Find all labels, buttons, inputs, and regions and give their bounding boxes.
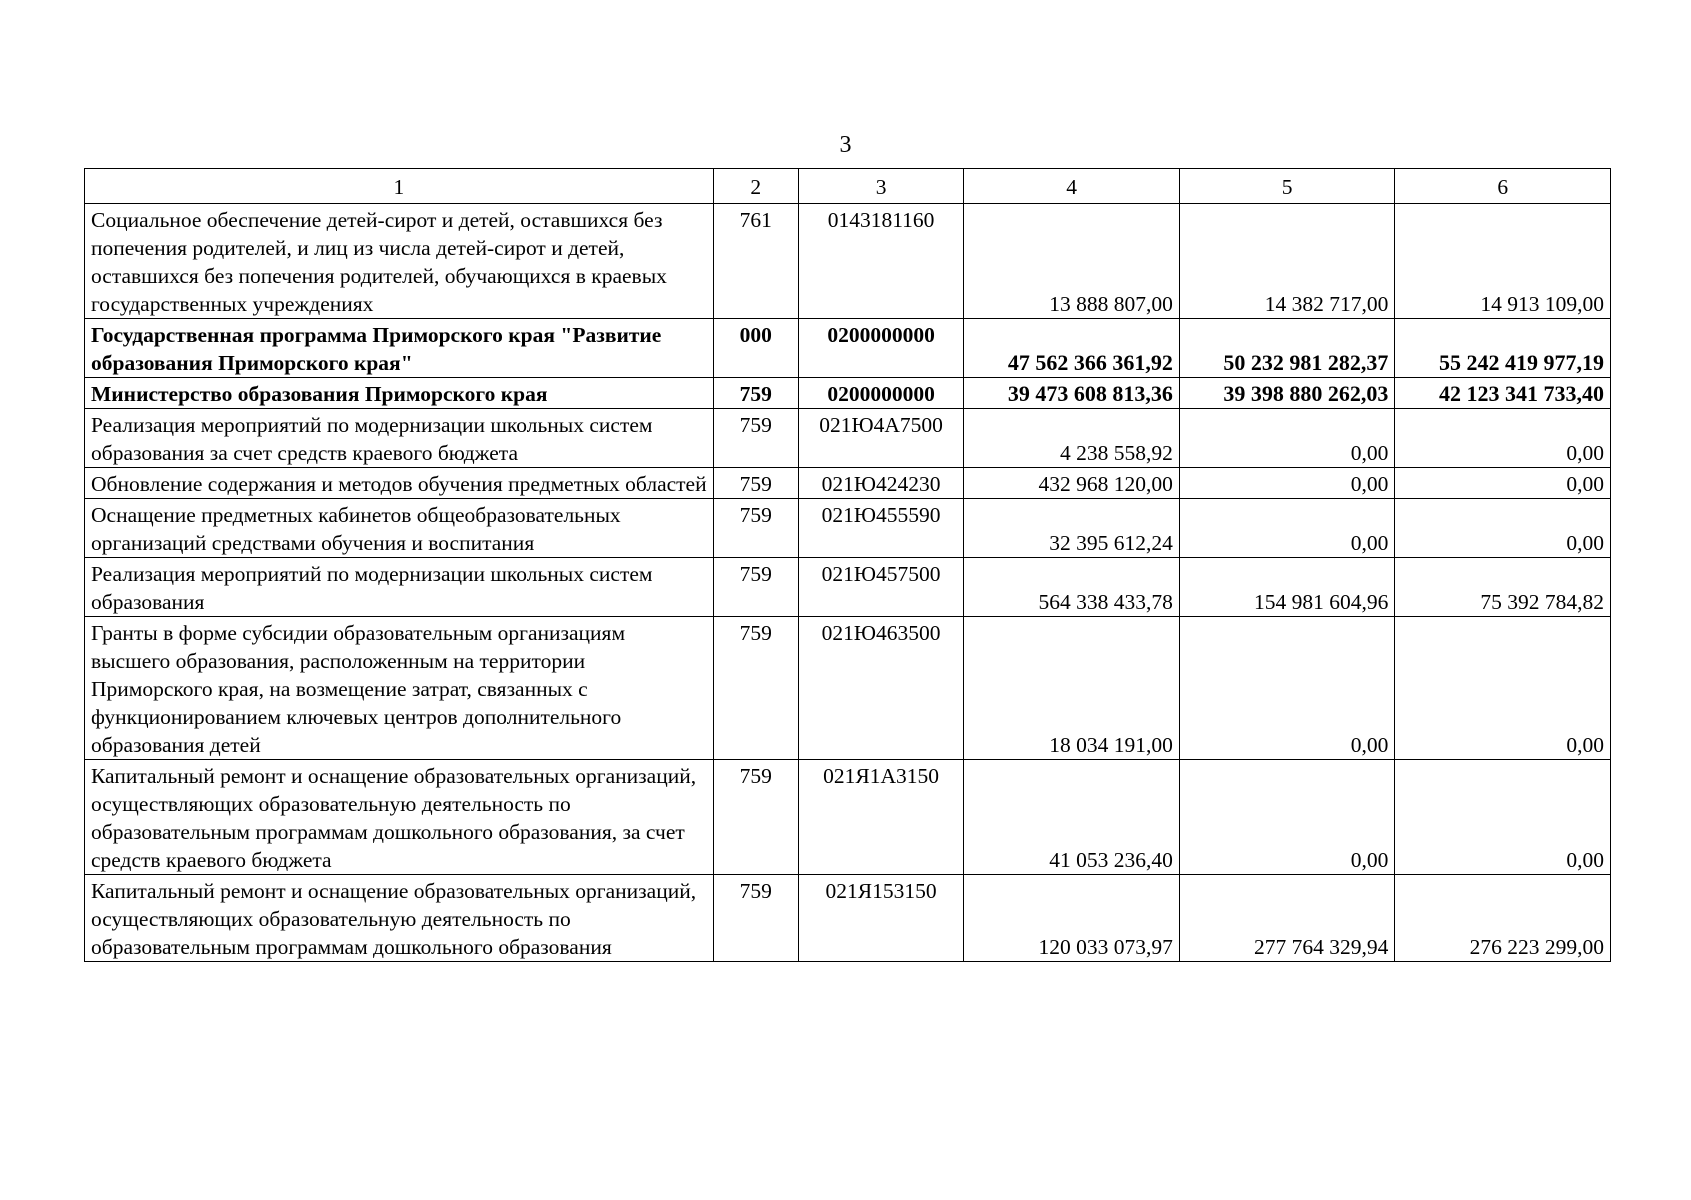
ministry-code: 761 [713,204,798,319]
amount-year-2: 50 232 981 282,37 [1179,319,1395,378]
table-row [85,875,1611,962]
table-row [85,378,1611,409]
ministry-code: 759 [713,760,798,875]
ministry-code: 759 [713,378,798,409]
ministry-code: 759 [713,468,798,499]
ministry-code: 759 [713,409,798,468]
expenditure-name: Оснащение предметных кабинетов общеобразовательных организаций средствами обучения и воспитания [85,499,714,558]
amount-year-2: 0,00 [1179,409,1395,468]
amount-year-1: 39 473 608 813,36 [964,378,1180,409]
amount-year-2: 277 764 329,94 [1179,875,1395,962]
amount-year-1: 47 562 366 361,92 [964,319,1180,378]
amount-year-2: 154 981 604,96 [1179,558,1395,617]
amount-year-2: 0,00 [1179,617,1395,760]
amount-year-2: 14 382 717,00 [1179,204,1395,319]
amount-year-3: 276 223 299,00 [1395,875,1611,962]
expenditure-name: Капитальный ремонт и оснащение образовательных организаций, осуществляющих образовательную деятельность по образовательным программам дошкольного образования, за счет средств краевого бюджета [85,760,714,875]
column-number-row [85,169,1611,204]
expenditure-name: Социальное обеспечение детей-сирот и детей, оставшихся без попечения родителей, и лиц из числа детей-сирот и детей, оставшихся без попечения родителей, обучающихся в краевых государственных учреждениях [85,204,714,319]
amount-year-3: 0,00 [1395,760,1611,875]
expenditure-name: Государственная программа Приморского края "Развитие образования Приморского края" [85,319,714,378]
amount-year-3: 0,00 [1395,409,1611,468]
expenditure-name: Обновление содержания и методов обучения предметных областей [85,468,714,499]
amount-year-3: 0,00 [1395,468,1611,499]
amount-year-1: 32 395 612,24 [964,499,1180,558]
table-row [85,319,1611,378]
table-row [85,617,1611,760]
target-article-code: 0200000000 [798,378,963,409]
amount-year-2: 39 398 880 262,03 [1179,378,1395,409]
target-article-code: 021Ю457500 [798,558,963,617]
table-row [85,468,1611,499]
amount-year-3: 0,00 [1395,499,1611,558]
amount-year-1: 120 033 073,97 [964,875,1180,962]
amount-year-1: 13 888 807,00 [964,204,1180,319]
column-header: 4 [964,169,1180,204]
target-article-code: 021Я1А3150 [798,760,963,875]
amount-year-2: 0,00 [1179,760,1395,875]
target-article-code: 0143181160 [798,204,963,319]
amount-year-3: 0,00 [1395,617,1611,760]
ministry-code: 759 [713,875,798,962]
amount-year-3: 42 123 341 733,40 [1395,378,1611,409]
amount-year-1: 18 034 191,00 [964,617,1180,760]
amount-year-1: 4 238 558,92 [964,409,1180,468]
amount-year-3: 14 913 109,00 [1395,204,1611,319]
amount-year-3: 75 392 784,82 [1395,558,1611,617]
table-row [85,760,1611,875]
budget-table [84,168,1611,962]
column-header: 2 [713,169,798,204]
page-number: 3 [839,132,852,158]
table-row [85,204,1611,319]
ministry-code: 759 [713,558,798,617]
target-article-code: 021Ю424230 [798,468,963,499]
ministry-code: 759 [713,617,798,760]
target-article-code: 021Ю463500 [798,617,963,760]
target-article-code: 0200000000 [798,319,963,378]
column-header: 6 [1395,169,1611,204]
expenditure-name: Капитальный ремонт и оснащение образовательных организаций, осуществляющих образовательную деятельность по образовательным программам дошкольного образования [85,875,714,962]
amount-year-2: 0,00 [1179,468,1395,499]
target-article-code: 021Ю455590 [798,499,963,558]
table-row [85,499,1611,558]
column-header: 3 [798,169,963,204]
column-header: 1 [85,169,714,204]
target-article-code: 021Я153150 [798,875,963,962]
column-header: 5 [1179,169,1395,204]
table-row [85,409,1611,468]
expenditure-name: Реализация мероприятий по модернизации школьных систем образования за счет средств краевого бюджета [85,409,714,468]
expenditure-name: Гранты в форме субсидии образовательным организациям высшего образования, расположенным на территории Приморского края, на возмещение затрат, связанных с функционированием ключевых центров дополнительного образования детей [85,617,714,760]
ministry-code: 000 [713,319,798,378]
ministry-code: 759 [713,499,798,558]
amount-year-1: 564 338 433,78 [964,558,1180,617]
table-row [85,558,1611,617]
target-article-code: 021Ю4А7500 [798,409,963,468]
expenditure-name: Реализация мероприятий по модернизации школьных систем образования [85,558,714,617]
amount-year-1: 41 053 236,40 [964,760,1180,875]
amount-year-3: 55 242 419 977,19 [1395,319,1611,378]
amount-year-1: 432 968 120,00 [964,468,1180,499]
amount-year-2: 0,00 [1179,499,1395,558]
expenditure-name: Министерство образования Приморского края [85,378,714,409]
